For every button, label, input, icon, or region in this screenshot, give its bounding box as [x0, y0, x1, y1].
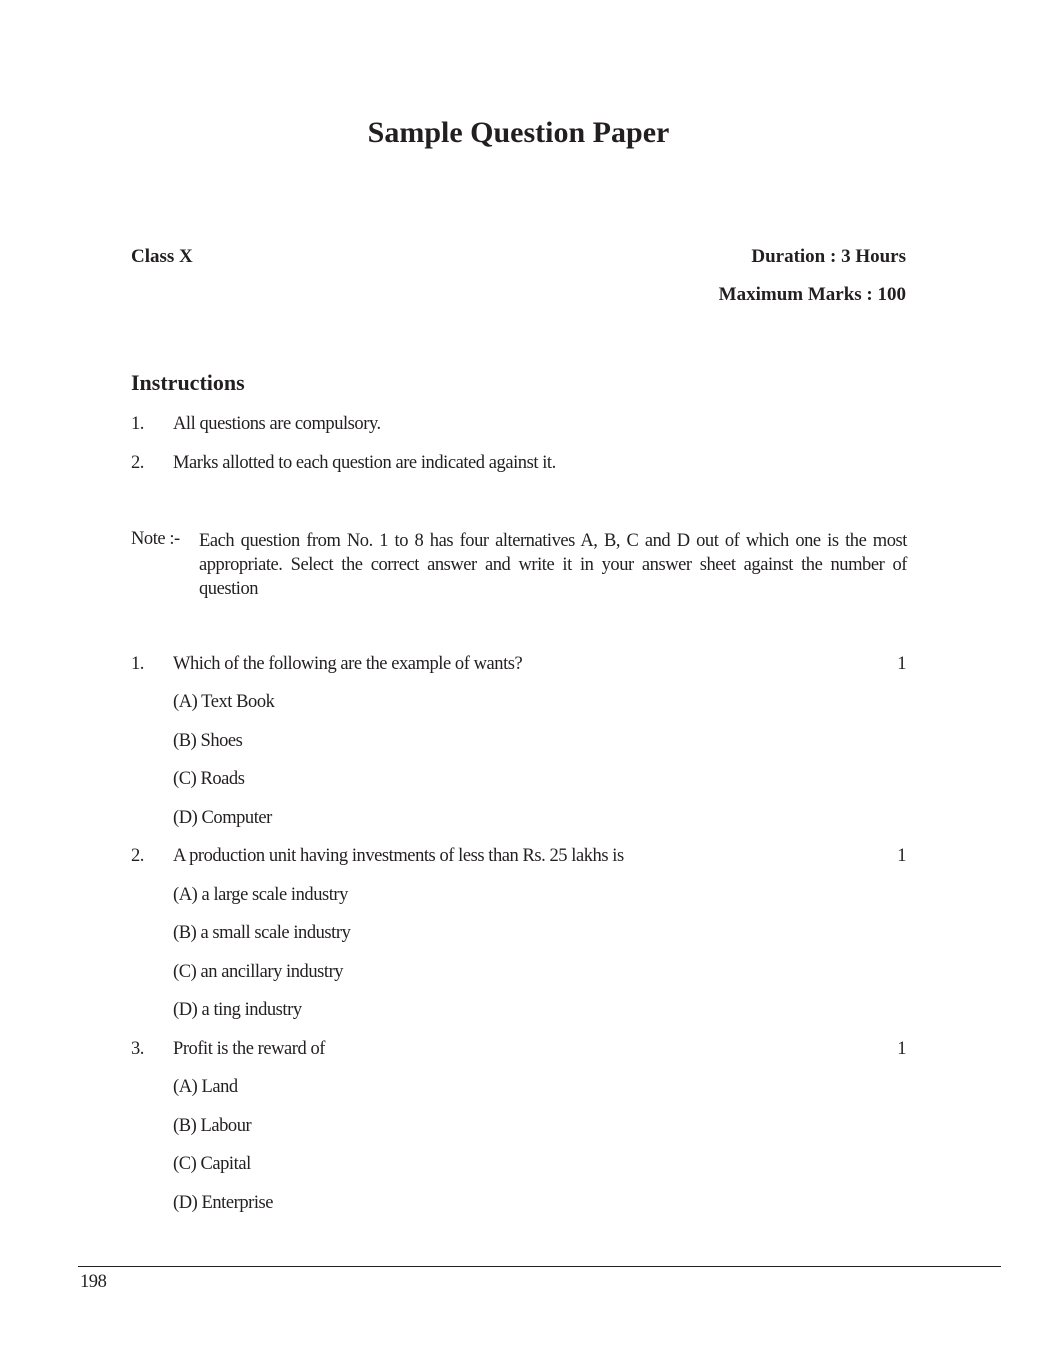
- duration-label: Duration : 3 Hours: [751, 246, 906, 267]
- question-marks: 1: [897, 1039, 906, 1059]
- footer-divider: [78, 1266, 1001, 1267]
- instruction-text: Marks allotted to each question are indicated against it.: [173, 453, 556, 473]
- note-label: Note :-: [131, 529, 180, 549]
- question-option: (A) a large scale industry: [173, 885, 348, 905]
- question-number: 2.: [131, 846, 144, 866]
- question-option: (A) Text Book: [173, 692, 275, 712]
- instruction-number: 1.: [131, 414, 144, 434]
- question-option: (B) Labour: [173, 1116, 252, 1136]
- page-number: 198: [80, 1272, 107, 1292]
- question-option: (B) Shoes: [173, 731, 243, 751]
- note-text: Each question from No. 1 to 8 has four alternatives A, B, C and D out of which one is the most appropriate. Select the correct answer and write it in your answer sheet against the number of question: [199, 531, 907, 599]
- instruction-number: 2.: [131, 453, 144, 473]
- question-marks: 1: [897, 846, 906, 866]
- question-number: 3.: [131, 1039, 144, 1059]
- question-option: (D) a ting industry: [173, 1000, 302, 1020]
- question-text: A production unit having investments of less than Rs. 25 lakhs is: [173, 846, 624, 866]
- question-text: Profit is the reward of: [173, 1039, 325, 1059]
- instructions-heading: Instructions: [131, 370, 245, 395]
- question-option: (C) Capital: [173, 1154, 251, 1174]
- question-option: (C) Roads: [173, 769, 245, 789]
- question-option: (C) an ancillary industry: [173, 962, 344, 982]
- question-option: (B) a small scale industry: [173, 923, 351, 943]
- page-title: Sample Question Paper: [367, 116, 670, 149]
- instruction-text: All questions are compulsory.: [173, 414, 381, 434]
- question-marks: 1: [897, 654, 906, 674]
- question-option: (D) Computer: [173, 808, 272, 828]
- class-label: Class X: [131, 246, 193, 267]
- question-text: Which of the following are the example of wants?: [173, 654, 523, 674]
- question-option: (A) Land: [173, 1077, 238, 1097]
- question-number: 1.: [131, 654, 144, 674]
- question-option: (D) Enterprise: [173, 1193, 274, 1213]
- max-marks-label: Maximum Marks : 100: [718, 284, 906, 305]
